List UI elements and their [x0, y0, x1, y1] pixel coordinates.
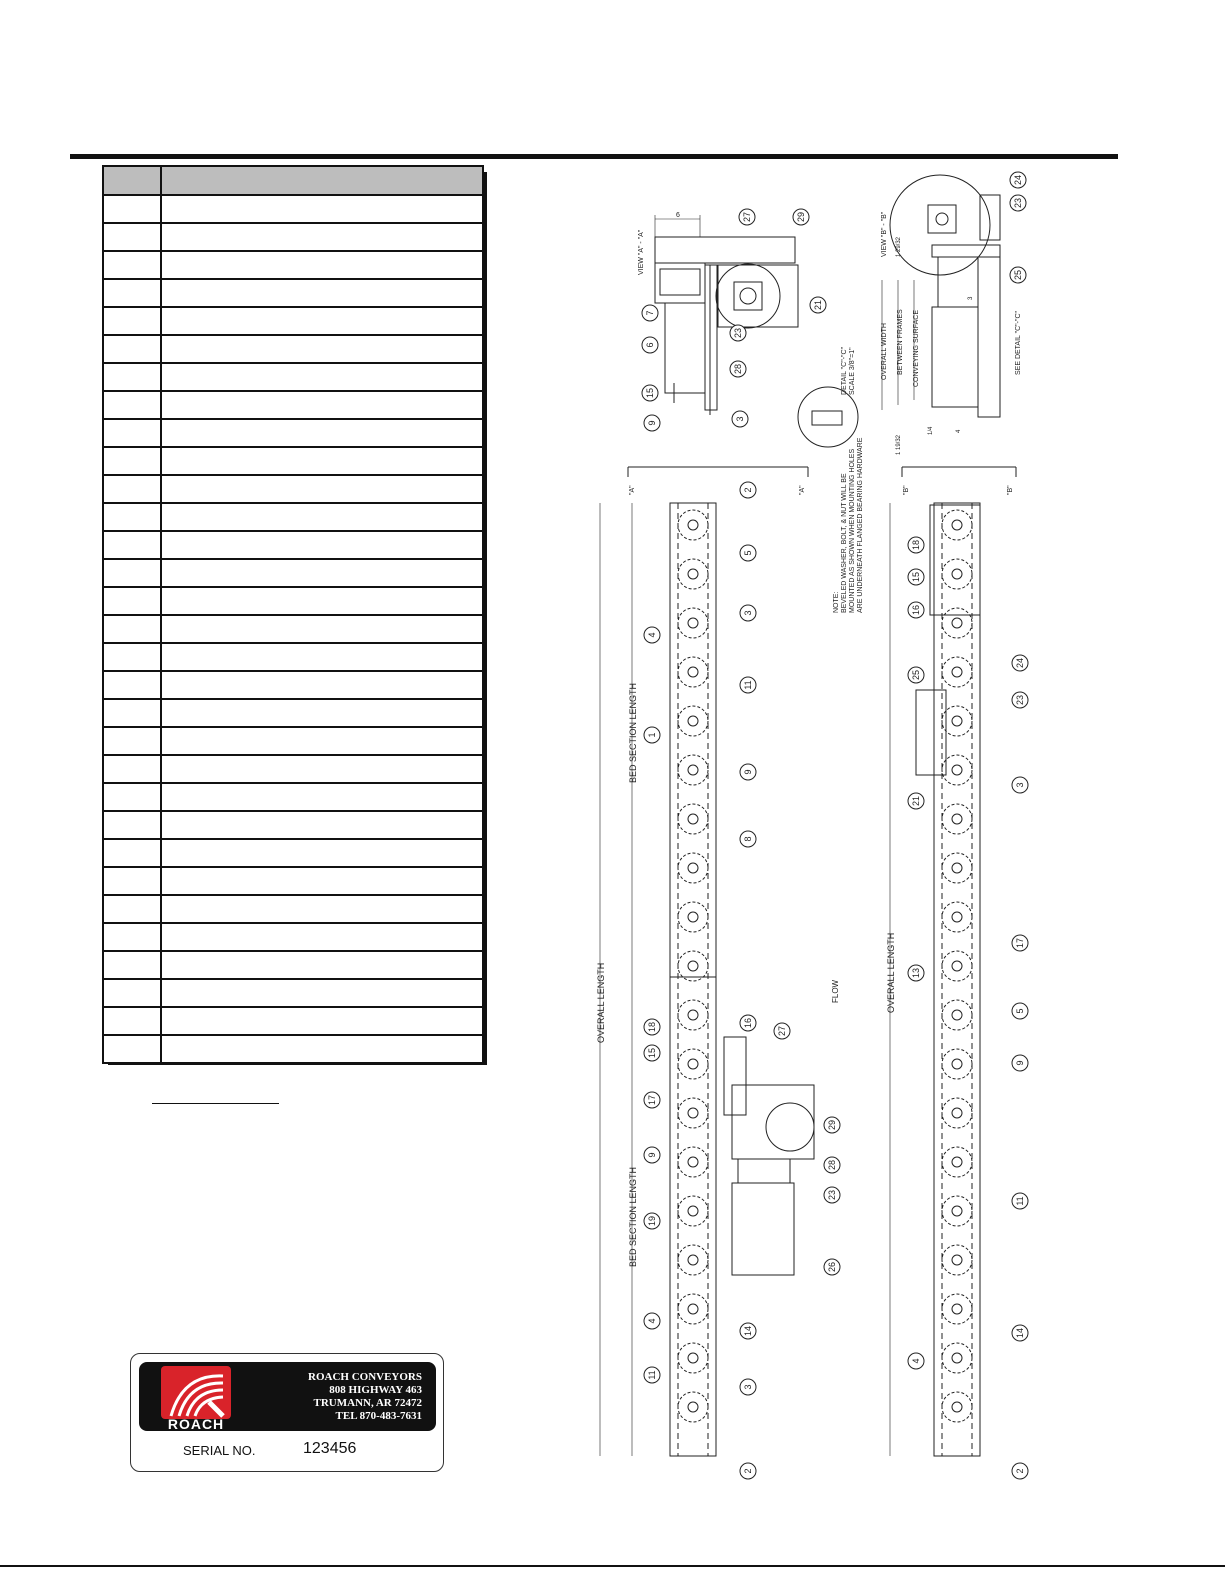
roller-hub	[952, 1304, 962, 1314]
roller-hub	[952, 618, 962, 628]
note-line-1: BEVELED WASHER, BOLT, & NUT WILL BE	[841, 473, 848, 613]
company-name: ROACH CONVEYORS	[308, 1371, 422, 1383]
dim-1-29-32-text: 1 29/32	[896, 236, 902, 257]
parts-table-row	[104, 784, 482, 812]
roller-hub	[952, 569, 962, 579]
detail-scale-label: SCALE 3/8"=1"	[849, 347, 856, 395]
callout-number: 24	[1015, 657, 1025, 669]
roller-sprocket	[678, 853, 708, 883]
parts-table-row	[104, 672, 482, 700]
parts-table-row	[104, 336, 482, 364]
callout-number: 27	[777, 1025, 787, 1037]
serial-label	[130, 1353, 444, 1472]
dim-1-4-text: 1/4	[928, 426, 934, 435]
detail-c-c	[798, 346, 858, 447]
label-banner	[139, 1362, 436, 1431]
note-underline	[152, 1103, 279, 1104]
roller-hub	[952, 1010, 962, 1020]
roller-sprocket	[678, 657, 708, 687]
marker-a-left: "A"	[629, 485, 636, 495]
parts-table-row	[104, 700, 482, 728]
roller-hub	[688, 912, 698, 922]
roach-logo	[161, 1366, 231, 1419]
roller-sprocket	[942, 1392, 972, 1422]
parts-table-row	[104, 560, 482, 588]
roller-sprocket	[678, 1294, 708, 1324]
roller-hub	[688, 961, 698, 971]
callout-number: 14	[743, 1325, 753, 1337]
view-b-b	[881, 175, 1022, 455]
roller-hub	[952, 1206, 962, 1216]
callout-number: 2	[743, 1468, 753, 1474]
roller-hub	[688, 1108, 698, 1118]
callout-number: 15	[911, 571, 921, 583]
roller-sprocket	[678, 1343, 708, 1373]
conveyor-drawing	[560, 165, 1100, 1505]
callout-number: 4	[647, 632, 657, 638]
parts-table-row	[104, 420, 482, 448]
footer-rule	[0, 1565, 1225, 1567]
roller-hub	[952, 961, 962, 971]
roller-hub	[688, 667, 698, 677]
roller-hub	[688, 1255, 698, 1265]
dim-6-text: 6	[676, 212, 680, 219]
roller-sprocket	[678, 608, 708, 638]
left-rollers	[678, 510, 708, 1422]
callout-number: 9	[647, 420, 657, 426]
parts-table-row	[104, 588, 482, 616]
roller-hub	[688, 765, 698, 775]
marker-b-right: "B"	[1007, 485, 1014, 495]
see-detail-label: SEE DETAIL "C"-"C"	[1015, 310, 1022, 375]
roller-hub	[688, 618, 698, 628]
roller-hub	[952, 716, 962, 726]
note-line-2: MOUNTED AS SHOWN WHEN MOUNTING HOLES	[849, 448, 856, 613]
roller-hub	[688, 1010, 698, 1020]
roller-sprocket	[678, 510, 708, 540]
roller-hub	[952, 814, 962, 824]
callout-number: 28	[733, 363, 743, 375]
callout-number: 9	[743, 769, 753, 775]
callout-number: 16	[911, 604, 921, 616]
roller-hub	[688, 814, 698, 824]
roller-hub	[952, 1157, 962, 1167]
mounting-note	[833, 437, 864, 613]
roach-logo-icon	[161, 1366, 231, 1419]
logo-wordmark: ROACH	[167, 1416, 225, 1432]
roller-hub	[952, 912, 962, 922]
callout-number: 17	[647, 1094, 657, 1106]
callout-number: 23	[733, 327, 743, 339]
parts-table-row	[104, 532, 482, 560]
conveying-surface-label: CONVEYING SURFACE	[913, 309, 920, 387]
header-rule	[70, 154, 1118, 159]
callout-number: 8	[743, 836, 753, 842]
flow-label: FLOW	[831, 979, 840, 1003]
roller-hub	[688, 1157, 698, 1167]
callout-number: 18	[911, 539, 921, 551]
callout-number: 11	[743, 680, 753, 690]
callout-number: 13	[911, 967, 921, 979]
overall-length-right: OVERALL LENGTH	[886, 932, 896, 1013]
view-a-label: VIEW "A" - "A"	[638, 229, 645, 275]
roller-hub	[952, 667, 962, 677]
callout-number: 25	[1013, 269, 1023, 281]
view-a-a	[638, 212, 798, 415]
serial-number-label: SERIAL NO.	[183, 1443, 256, 1458]
roller-sprocket	[678, 902, 708, 932]
callout-number: 11	[1015, 1196, 1025, 1206]
roller-sprocket	[942, 1196, 972, 1226]
roller-sprocket	[942, 1000, 972, 1030]
right-rollers	[942, 510, 972, 1422]
parts-table-header	[104, 167, 482, 196]
roller-sprocket	[942, 1098, 972, 1128]
roller-sprocket	[678, 559, 708, 589]
parts-table-row	[104, 924, 482, 952]
marker-a-right: "A"	[799, 485, 806, 495]
phone-number: TEL 870-483-7631	[335, 1410, 422, 1422]
roller-sprocket	[942, 1343, 972, 1373]
callout-number: 28	[827, 1159, 837, 1171]
roller-sprocket	[678, 706, 708, 736]
callout-number: 18	[647, 1021, 657, 1033]
callout-number: 9	[1015, 1060, 1025, 1066]
parts-table	[102, 165, 484, 1064]
callout-number: 5	[1015, 1008, 1025, 1014]
parts-table-row	[104, 812, 482, 840]
callout-number: 27	[742, 211, 752, 223]
roller-sprocket	[678, 755, 708, 785]
callout-number: 4	[911, 1358, 921, 1364]
roller-sprocket	[942, 1294, 972, 1324]
parts-table-row	[104, 280, 482, 308]
roller-sprocket	[942, 559, 972, 589]
roller-hub	[952, 1255, 962, 1265]
roller-sprocket	[678, 1392, 708, 1422]
company-address	[308, 1371, 422, 1423]
callout-number: 16	[743, 1017, 753, 1029]
parts-table-row	[104, 448, 482, 476]
overall-width-label: OVERALL WIDTH	[881, 323, 888, 380]
parts-table-row	[104, 868, 482, 896]
callout-number: 17	[1015, 937, 1025, 949]
city-state: TRUMANN, AR 72472	[313, 1397, 422, 1409]
roller-sprocket	[678, 804, 708, 834]
roller-sprocket	[942, 853, 972, 883]
parts-table-row	[104, 896, 482, 924]
callout-number: 3	[743, 610, 753, 616]
roller-sprocket	[942, 804, 972, 834]
bed-section-length-upper: BED SECTION LENGTH	[628, 682, 638, 783]
roller-hub	[688, 1059, 698, 1069]
parts-table-row	[104, 196, 482, 224]
roller-hub	[688, 1304, 698, 1314]
callout-number: 19	[647, 1215, 657, 1227]
parts-table-row	[104, 252, 482, 280]
callout-number: 26	[827, 1261, 837, 1273]
parts-table-row	[104, 364, 482, 392]
roller-hub	[688, 1402, 698, 1412]
roller-hub	[688, 569, 698, 579]
roller-sprocket	[678, 1049, 708, 1079]
roller-hub	[952, 1353, 962, 1363]
callout-number: 25	[911, 669, 921, 681]
callout-number: 23	[827, 1189, 837, 1201]
parts-table-row	[104, 308, 482, 336]
roller-hub	[952, 1402, 962, 1412]
callout-number: 23	[1013, 197, 1023, 209]
callout-number: 29	[827, 1119, 837, 1131]
parts-table-row	[104, 644, 482, 672]
roller-sprocket	[942, 608, 972, 638]
callout-number: 5	[743, 550, 753, 556]
parts-table-row	[104, 224, 482, 252]
callout-number: 11	[647, 1370, 657, 1380]
parts-table-row	[104, 728, 482, 756]
parts-table-row	[104, 392, 482, 420]
callout-number: 3	[743, 1384, 753, 1390]
roller-hub	[952, 863, 962, 873]
callout-number: 2	[1015, 1468, 1025, 1474]
callout-number: 23	[1015, 694, 1025, 706]
parts-table-row	[104, 840, 482, 868]
note-line-3: ARE UNDERNEATH FLANGED BEARING HARDWARE	[857, 437, 864, 613]
callout-number: 1	[647, 732, 657, 738]
parts-table-row	[104, 504, 482, 532]
roller-sprocket	[678, 1245, 708, 1275]
note-title: NOTE:	[833, 591, 840, 613]
street-address: 808 HIGHWAY 463	[329, 1384, 422, 1396]
callout-number: 29	[796, 211, 806, 223]
right-conveyor-plan	[886, 467, 1016, 1456]
roller-hub	[688, 716, 698, 726]
roller-hub	[952, 765, 962, 775]
parts-table-row	[104, 1036, 482, 1062]
callout-number: 6	[645, 342, 655, 348]
roller-sprocket	[942, 902, 972, 932]
callout-number: 3	[735, 416, 745, 422]
roller-sprocket	[678, 1098, 708, 1128]
callout-number: 21	[813, 299, 823, 311]
callout-number: 21	[911, 795, 921, 807]
roller-sprocket	[678, 1147, 708, 1177]
callout-number: 15	[645, 387, 655, 399]
parts-table-row	[104, 980, 482, 1008]
parts-table-row	[104, 952, 482, 980]
dim-1-19-32-text: 1 19/32	[896, 434, 902, 455]
parts-table-row	[104, 476, 482, 504]
dim-4-text: 4	[956, 429, 962, 433]
roller-sprocket	[942, 1245, 972, 1275]
parts-table-row	[104, 756, 482, 784]
roller-hub	[952, 520, 962, 530]
left-conveyor-plan	[596, 467, 840, 1456]
callout-number: 14	[1015, 1327, 1025, 1339]
roller-hub	[688, 1206, 698, 1216]
roller-sprocket	[942, 657, 972, 687]
callout-number: 3	[1015, 782, 1025, 788]
roller-hub	[952, 1108, 962, 1118]
roller-sprocket	[942, 510, 972, 540]
roller-sprocket	[678, 1000, 708, 1030]
roller-sprocket	[678, 1196, 708, 1226]
callout-number: 4	[647, 1318, 657, 1324]
callout-number: 15	[647, 1047, 657, 1059]
dim-3-text: 3	[968, 296, 974, 300]
roller-hub	[688, 520, 698, 530]
detail-c-label: DETAIL "C"-"C"	[841, 346, 848, 395]
parts-table-row	[104, 616, 482, 644]
roller-sprocket	[942, 1147, 972, 1177]
roller-hub	[688, 1353, 698, 1363]
bed-section-length-lower: BED SECTION LENGTH	[628, 1166, 638, 1267]
roller-sprocket	[942, 951, 972, 981]
callout-number: 7	[645, 310, 655, 316]
serial-number-value: 123456	[303, 1440, 357, 1457]
callout-number: 24	[1013, 174, 1023, 186]
roller-sprocket	[942, 1049, 972, 1079]
callout-number: 9	[647, 1152, 657, 1158]
between-frames-label: BETWEEN FRAMES	[897, 309, 904, 375]
roller-hub	[952, 1059, 962, 1069]
roller-hub	[688, 863, 698, 873]
view-b-label: VIEW "B" - "B"	[881, 211, 888, 257]
marker-b-left: "B"	[903, 485, 910, 495]
parts-table-row	[104, 1008, 482, 1036]
callout-number: 2	[743, 487, 753, 493]
overall-length-left: OVERALL LENGTH	[596, 962, 606, 1043]
